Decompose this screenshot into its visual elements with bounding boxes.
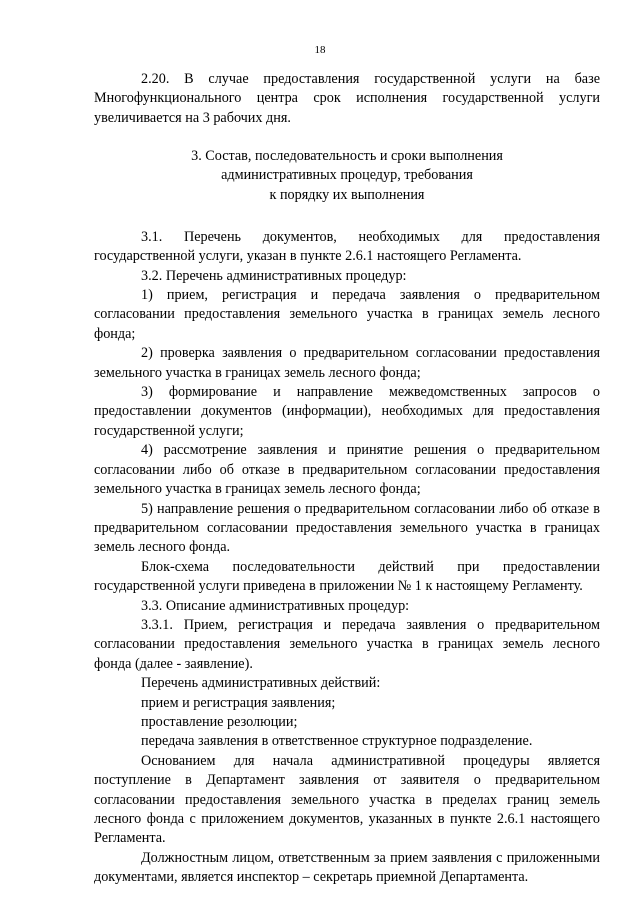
section-heading-line: административных процедур, требования [221, 167, 473, 184]
action-item: проставление резолюции; [141, 713, 298, 730]
action-item: прием и регистрация заявления; [141, 694, 336, 711]
section-heading-line: к порядку их выполнения [269, 186, 425, 203]
action-item: передача заявления в ответственное структурное подразделение. [141, 733, 533, 750]
responsible-official-paragraph: Должностным лицом, ответственным за прием заявления с приложенными документами, является инспектор – секретарь приемной Департамента. [94, 849, 600, 886]
procedure-item-1: 1) прием, регистрация и передача заявления о предварительном согласовании предоставления земельного участка в границах земель лесного фонда; [94, 287, 600, 342]
procedure-item-3: 3) формирование и направление межведомственных запросов о предоставлении документов (информации), необходимых для предоставления государственной услуги; [94, 384, 600, 439]
paragraph-3-3: 3.3. Описание административных процедур: [141, 597, 410, 614]
paragraph-3-2: 3.2. Перечень административных процедур: [141, 267, 407, 284]
paragraph-2-20: 2.20. В случае предоставления государственной услуги на базе Многофункционального центра срок исполнения государственной услуги увеличивается на 3 рабочих дня. [94, 71, 600, 126]
flowchart-reference-paragraph: Блок-схема последовательности действий при предоставлении государственной услуги приведена в приложении № 1 к настоящему Регламенту. [94, 558, 600, 595]
document-body [94, 70, 600, 888]
section-heading-line: 3. Состав, последовательность и сроки выполнения [191, 148, 503, 165]
paragraph-3-1: 3.1. Перечень документов, необходимых для предоставления государственной услуги, указан в пункте 2.6.1 настоящего Регламента. [94, 228, 600, 265]
procedure-item-4: 4) рассмотрение заявления и принятие решения о предварительном согласовании либо об отказе в предварительном согласовании предоставления земельного участка в границах земель лесного фонда; [94, 442, 600, 498]
paragraph-3-3-1: 3.3.1. Прием, регистрация и передача заявления о предварительном согласовании предоставления земельного участка в границах земель лесного фонда (далее - заявление). [94, 616, 600, 672]
actions-list-title: Перечень административных действий: [141, 675, 381, 692]
procedure-item-5: 5) направление решения о предварительном согласовании либо об отказе в предварительном согласовании предоставления земельного участка в границах земель лесного фонда. [94, 500, 600, 556]
procedure-item-2: 2) проверка заявления о предварительном согласовании предоставления земельного участка в границах земель лесного фонда; [94, 345, 600, 381]
procedure-basis-paragraph: Основанием для начала административной процедуры является поступление в Департамент заявления от заявителя о предварительном согласовании предоставления земельного участка в пределах границ земель лесного фонда с приложением документов, указанных в пункте 2.6.1 настоящего Регламента. [94, 752, 600, 847]
page-number: 18 [314, 44, 326, 56]
section-heading [94, 147, 600, 205]
